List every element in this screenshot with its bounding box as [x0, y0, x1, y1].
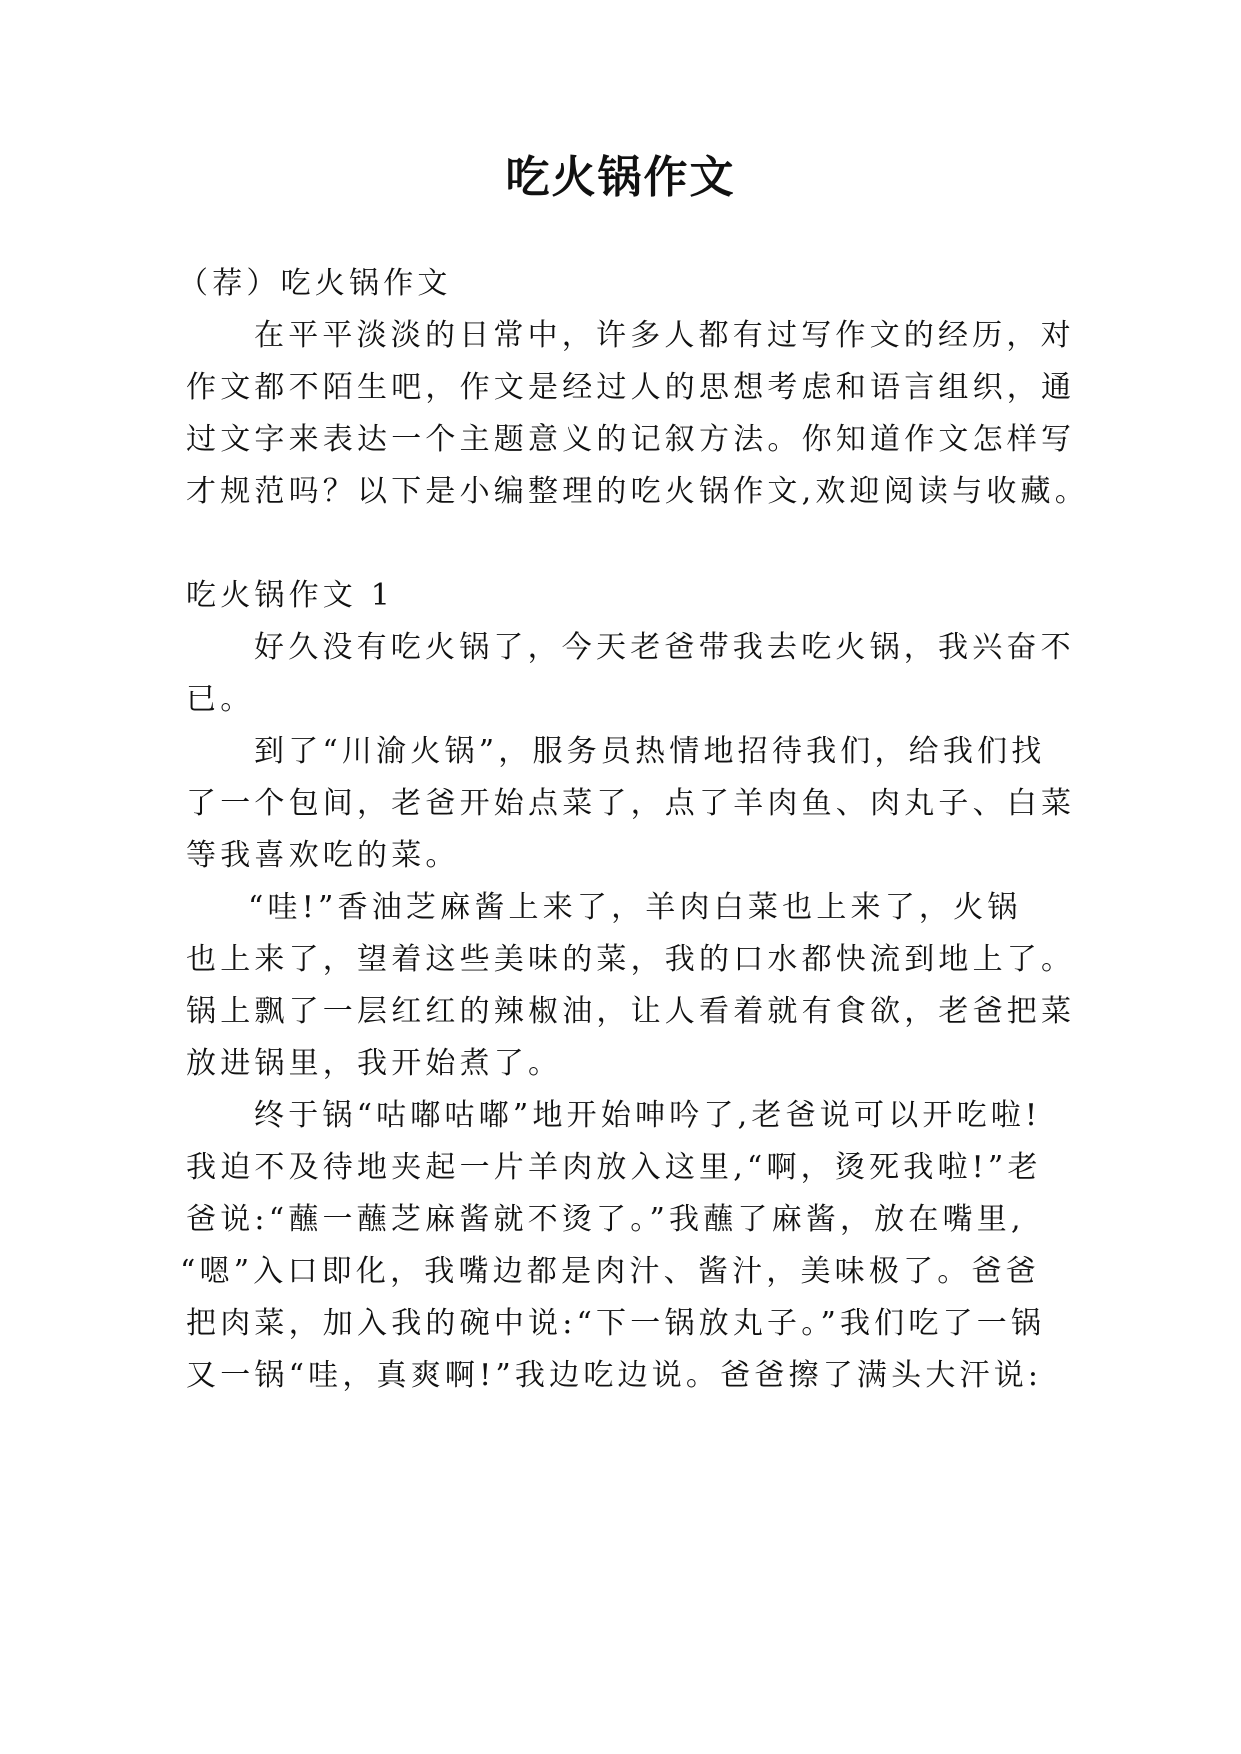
body-line: 终于锅“咕嘟咕嘟”地开始呻吟了,老爸说可以开吃啦!	[254, 1098, 1042, 1133]
body-line: 锅上飘了一层红红的辣椒油，让人看着就有食欲，老爸把菜	[186, 994, 1076, 1029]
body-line: 放进锅里，我开始煮了。	[186, 1046, 563, 1081]
body-line: 爸说:“蘸一蘸芝麻酱就不烫了。”我蘸了麻酱，放在嘴里,	[186, 1202, 1025, 1237]
body-line: “哇!”香油芝麻酱上来了，羊肉白菜也上来了，火锅	[248, 890, 1022, 925]
subtitle: （荐）吃火锅作文	[178, 266, 452, 301]
body-line: 等我喜欢吃的菜。	[186, 838, 460, 873]
section-heading: 吃火锅作文 1	[186, 578, 395, 613]
body-line: 也上来了，望着这些美味的菜，我的口水都快流到地上了。	[186, 942, 1076, 977]
document-title: 吃火锅作文	[505, 152, 736, 203]
body-line: 到了“川渝火锅”，服务员热情地招待我们，给我们找	[254, 734, 1046, 769]
body-line: 已。	[186, 682, 255, 717]
body-line: 又一锅“哇，真爽啊!”我边吃边说。爸爸擦了满头大汗说:	[186, 1358, 1043, 1393]
body-line: 把肉菜，加入我的碗中说:“下一锅放丸子。”我们吃了一锅	[186, 1306, 1046, 1341]
body-line: 我迫不及待地夹起一片羊肉放入这里,“啊，烫死我啦!”老	[186, 1150, 1042, 1185]
intro-line: 过文字来表达一个主题意义的记叙方法。你知道作文怎样写	[186, 422, 1076, 457]
body-line: “嗯”入口即化，我嘴边都是肉汁、酱汁，美味极了。爸爸	[180, 1254, 1040, 1289]
body-line: 好久没有吃火锅了，今天老爸带我去吃火锅，我兴奋不	[254, 630, 1075, 665]
intro-line: 才规范吗？以下是小编整理的吃火锅作文,欢迎阅读与收藏。	[186, 474, 1089, 509]
intro-line: 作文都不陌生吧，作文是经过人的思想考虑和语言组织，通	[186, 370, 1076, 405]
body-line: 了一个包间，老爸开始点菜了，点了羊肉鱼、肉丸子、白菜	[186, 786, 1076, 821]
intro-line: 在平平淡淡的日常中，许多人都有过写作文的经历，对	[254, 318, 1075, 353]
